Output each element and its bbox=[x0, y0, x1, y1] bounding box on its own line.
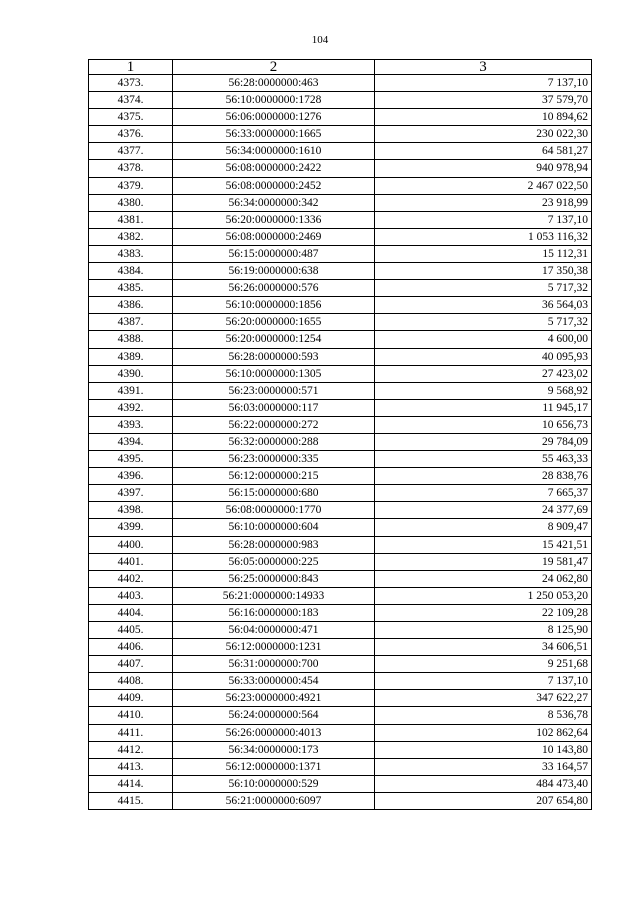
cadastral-number: 56:26:0000000:576 bbox=[173, 280, 375, 297]
cadastral-number: 56:15:0000000:680 bbox=[173, 485, 375, 502]
table-row bbox=[89, 775, 592, 792]
cadastral-value: 8 536,78 bbox=[375, 707, 592, 724]
cadastral-number: 56:22:0000000:272 bbox=[173, 416, 375, 433]
row-number: 4388. bbox=[89, 331, 173, 348]
row-number: 4397. bbox=[89, 485, 173, 502]
cadastral-table bbox=[88, 59, 592, 810]
table-row bbox=[89, 382, 592, 399]
table-row bbox=[89, 690, 592, 707]
table-header-row bbox=[89, 60, 592, 75]
cadastral-value: 5 717,32 bbox=[375, 314, 592, 331]
table-row bbox=[89, 707, 592, 724]
cadastral-value: 29 784,09 bbox=[375, 433, 592, 450]
cadastral-value: 4 600,00 bbox=[375, 331, 592, 348]
table-row bbox=[89, 519, 592, 536]
row-number: 4393. bbox=[89, 416, 173, 433]
table-row bbox=[89, 502, 592, 519]
cadastral-number: 56:20:0000000:1655 bbox=[173, 314, 375, 331]
row-number: 4382. bbox=[89, 228, 173, 245]
row-number: 4400. bbox=[89, 536, 173, 553]
cadastral-value: 40 095,93 bbox=[375, 348, 592, 365]
cadastral-value: 10 656,73 bbox=[375, 416, 592, 433]
cadastral-number: 56:23:0000000:335 bbox=[173, 451, 375, 468]
cadastral-number: 56:28:0000000:983 bbox=[173, 536, 375, 553]
table-row bbox=[89, 348, 592, 365]
cadastral-number: 56:21:0000000:6097 bbox=[173, 792, 375, 809]
cadastral-number: 56:33:0000000:454 bbox=[173, 673, 375, 690]
cadastral-number: 56:10:0000000:604 bbox=[173, 519, 375, 536]
cadastral-value: 24 377,69 bbox=[375, 502, 592, 519]
table-row bbox=[89, 416, 592, 433]
column-header-2: 2 bbox=[173, 60, 375, 75]
cadastral-value: 64 581,27 bbox=[375, 143, 592, 160]
table-row bbox=[89, 741, 592, 758]
row-number: 4381. bbox=[89, 211, 173, 228]
cadastral-number: 56:21:0000000:14933 bbox=[173, 587, 375, 604]
row-number: 4415. bbox=[89, 792, 173, 809]
cadastral-number: 56:26:0000000:4013 bbox=[173, 724, 375, 741]
row-number: 4384. bbox=[89, 263, 173, 280]
cadastral-number: 56:04:0000000:471 bbox=[173, 622, 375, 639]
table-row bbox=[89, 553, 592, 570]
cadastral-number: 56:08:0000000:2452 bbox=[173, 177, 375, 194]
row-number: 4387. bbox=[89, 314, 173, 331]
cadastral-number: 56:16:0000000:183 bbox=[173, 604, 375, 621]
row-number: 4407. bbox=[89, 656, 173, 673]
row-number: 4403. bbox=[89, 587, 173, 604]
column-header-1: 1 bbox=[89, 60, 173, 75]
table-row bbox=[89, 211, 592, 228]
cadastral-number: 56:24:0000000:564 bbox=[173, 707, 375, 724]
cadastral-value: 102 862,64 bbox=[375, 724, 592, 741]
cadastral-number: 56:10:0000000:529 bbox=[173, 775, 375, 792]
cadastral-value: 7 137,10 bbox=[375, 673, 592, 690]
cadastral-value: 940 978,94 bbox=[375, 160, 592, 177]
row-number: 4408. bbox=[89, 673, 173, 690]
cadastral-value: 15 421,51 bbox=[375, 536, 592, 553]
cadastral-value: 484 473,40 bbox=[375, 775, 592, 792]
table-row bbox=[89, 245, 592, 262]
cadastral-value: 15 112,31 bbox=[375, 245, 592, 262]
cadastral-value: 347 622,27 bbox=[375, 690, 592, 707]
cadastral-number: 56:20:0000000:1254 bbox=[173, 331, 375, 348]
table-row bbox=[89, 228, 592, 245]
row-number: 4414. bbox=[89, 775, 173, 792]
row-number: 4399. bbox=[89, 519, 173, 536]
table-row bbox=[89, 656, 592, 673]
row-number: 4411. bbox=[89, 724, 173, 741]
cadastral-number: 56:23:0000000:4921 bbox=[173, 690, 375, 707]
row-number: 4410. bbox=[89, 707, 173, 724]
row-number: 4383. bbox=[89, 245, 173, 262]
table-row bbox=[89, 365, 592, 382]
cadastral-number: 56:32:0000000:288 bbox=[173, 433, 375, 450]
cadastral-value: 11 945,17 bbox=[375, 399, 592, 416]
cadastral-value: 5 717,32 bbox=[375, 280, 592, 297]
row-number: 4389. bbox=[89, 348, 173, 365]
table-row bbox=[89, 314, 592, 331]
table-row bbox=[89, 587, 592, 604]
table-row bbox=[89, 570, 592, 587]
cadastral-value: 230 022,30 bbox=[375, 126, 592, 143]
cadastral-number: 56:33:0000000:1665 bbox=[173, 126, 375, 143]
table-row bbox=[89, 468, 592, 485]
row-number: 4402. bbox=[89, 570, 173, 587]
cadastral-value: 23 918,99 bbox=[375, 194, 592, 211]
row-number: 4377. bbox=[89, 143, 173, 160]
cadastral-number: 56:28:0000000:463 bbox=[173, 75, 375, 92]
table-row bbox=[89, 536, 592, 553]
cadastral-number: 56:34:0000000:1610 bbox=[173, 143, 375, 160]
row-number: 4379. bbox=[89, 177, 173, 194]
row-number: 4385. bbox=[89, 280, 173, 297]
cadastral-value: 17 350,38 bbox=[375, 263, 592, 280]
cadastral-value: 55 463,33 bbox=[375, 451, 592, 468]
table-row bbox=[89, 604, 592, 621]
table-row bbox=[89, 126, 592, 143]
cadastral-number: 56:06:0000000:1276 bbox=[173, 109, 375, 126]
table-row bbox=[89, 297, 592, 314]
cadastral-value: 2 467 022,50 bbox=[375, 177, 592, 194]
cadastral-number: 56:28:0000000:593 bbox=[173, 348, 375, 365]
cadastral-number: 56:15:0000000:487 bbox=[173, 245, 375, 262]
table-row bbox=[89, 724, 592, 741]
row-number: 4376. bbox=[89, 126, 173, 143]
row-number: 4412. bbox=[89, 741, 173, 758]
cadastral-number: 56:12:0000000:1371 bbox=[173, 758, 375, 775]
cadastral-value: 9 568,92 bbox=[375, 382, 592, 399]
row-number: 4406. bbox=[89, 639, 173, 656]
row-number: 4413. bbox=[89, 758, 173, 775]
cadastral-number: 56:08:0000000:1770 bbox=[173, 502, 375, 519]
row-number: 4395. bbox=[89, 451, 173, 468]
cadastral-number: 56:10:0000000:1856 bbox=[173, 297, 375, 314]
row-number: 4409. bbox=[89, 690, 173, 707]
cadastral-value: 34 606,51 bbox=[375, 639, 592, 656]
cadastral-number: 56:05:0000000:225 bbox=[173, 553, 375, 570]
table-row bbox=[89, 451, 592, 468]
cadastral-value: 19 581,47 bbox=[375, 553, 592, 570]
cadastral-value: 7 137,10 bbox=[375, 211, 592, 228]
row-number: 4380. bbox=[89, 194, 173, 211]
cadastral-number: 56:34:0000000:342 bbox=[173, 194, 375, 211]
cadastral-value: 9 251,68 bbox=[375, 656, 592, 673]
cadastral-value: 27 423,02 bbox=[375, 365, 592, 382]
table-row bbox=[89, 433, 592, 450]
table-row bbox=[89, 194, 592, 211]
cadastral-number: 56:25:0000000:843 bbox=[173, 570, 375, 587]
row-number: 4374. bbox=[89, 92, 173, 109]
cadastral-number: 56:20:0000000:1336 bbox=[173, 211, 375, 228]
table-row bbox=[89, 75, 592, 92]
row-number: 4398. bbox=[89, 502, 173, 519]
cadastral-value: 22 109,28 bbox=[375, 604, 592, 621]
column-header-3: 3 bbox=[375, 60, 592, 75]
cadastral-value: 7 665,37 bbox=[375, 485, 592, 502]
cadastral-number: 56:19:0000000:638 bbox=[173, 263, 375, 280]
cadastral-number: 56:12:0000000:215 bbox=[173, 468, 375, 485]
row-number: 4392. bbox=[89, 399, 173, 416]
row-number: 4375. bbox=[89, 109, 173, 126]
row-number: 4373. bbox=[89, 75, 173, 92]
cadastral-value: 36 564,03 bbox=[375, 297, 592, 314]
cadastral-number: 56:34:0000000:173 bbox=[173, 741, 375, 758]
table-row bbox=[89, 280, 592, 297]
page-number: 104 bbox=[311, 34, 329, 46]
table-row bbox=[89, 177, 592, 194]
cadastral-value: 10 143,80 bbox=[375, 741, 592, 758]
table-row bbox=[89, 485, 592, 502]
cadastral-number: 56:23:0000000:571 bbox=[173, 382, 375, 399]
cadastral-value: 207 654,80 bbox=[375, 792, 592, 809]
cadastral-value: 10 894,62 bbox=[375, 109, 592, 126]
cadastral-number: 56:10:0000000:1728 bbox=[173, 92, 375, 109]
cadastral-number: 56:12:0000000:1231 bbox=[173, 639, 375, 656]
table-row bbox=[89, 673, 592, 690]
row-number: 4404. bbox=[89, 604, 173, 621]
row-number: 4405. bbox=[89, 622, 173, 639]
cadastral-number: 56:31:0000000:700 bbox=[173, 656, 375, 673]
row-number: 4378. bbox=[89, 160, 173, 177]
table-row bbox=[89, 399, 592, 416]
cadastral-number: 56:08:0000000:2469 bbox=[173, 228, 375, 245]
row-number: 4396. bbox=[89, 468, 173, 485]
table-row bbox=[89, 331, 592, 348]
cadastral-value: 8 125,90 bbox=[375, 622, 592, 639]
cadastral-value: 8 909,47 bbox=[375, 519, 592, 536]
row-number: 4394. bbox=[89, 433, 173, 450]
table-row bbox=[89, 109, 592, 126]
table-row bbox=[89, 792, 592, 809]
cadastral-value: 7 137,10 bbox=[375, 75, 592, 92]
cadastral-value: 24 062,80 bbox=[375, 570, 592, 587]
cadastral-number: 56:03:0000000:117 bbox=[173, 399, 375, 416]
table-row bbox=[89, 143, 592, 160]
row-number: 4390. bbox=[89, 365, 173, 382]
table-row bbox=[89, 758, 592, 775]
cadastral-value: 1 250 053,20 bbox=[375, 587, 592, 604]
cadastral-number: 56:10:0000000:1305 bbox=[173, 365, 375, 382]
table-row bbox=[89, 92, 592, 109]
table-row bbox=[89, 263, 592, 280]
cadastral-value: 1 053 116,32 bbox=[375, 228, 592, 245]
table-row bbox=[89, 160, 592, 177]
cadastral-value: 33 164,57 bbox=[375, 758, 592, 775]
cadastral-number: 56:08:0000000:2422 bbox=[173, 160, 375, 177]
cadastral-value: 37 579,70 bbox=[375, 92, 592, 109]
table-row bbox=[89, 639, 592, 656]
row-number: 4391. bbox=[89, 382, 173, 399]
table-row bbox=[89, 622, 592, 639]
row-number: 4401. bbox=[89, 553, 173, 570]
row-number: 4386. bbox=[89, 297, 173, 314]
cadastral-value: 28 838,76 bbox=[375, 468, 592, 485]
